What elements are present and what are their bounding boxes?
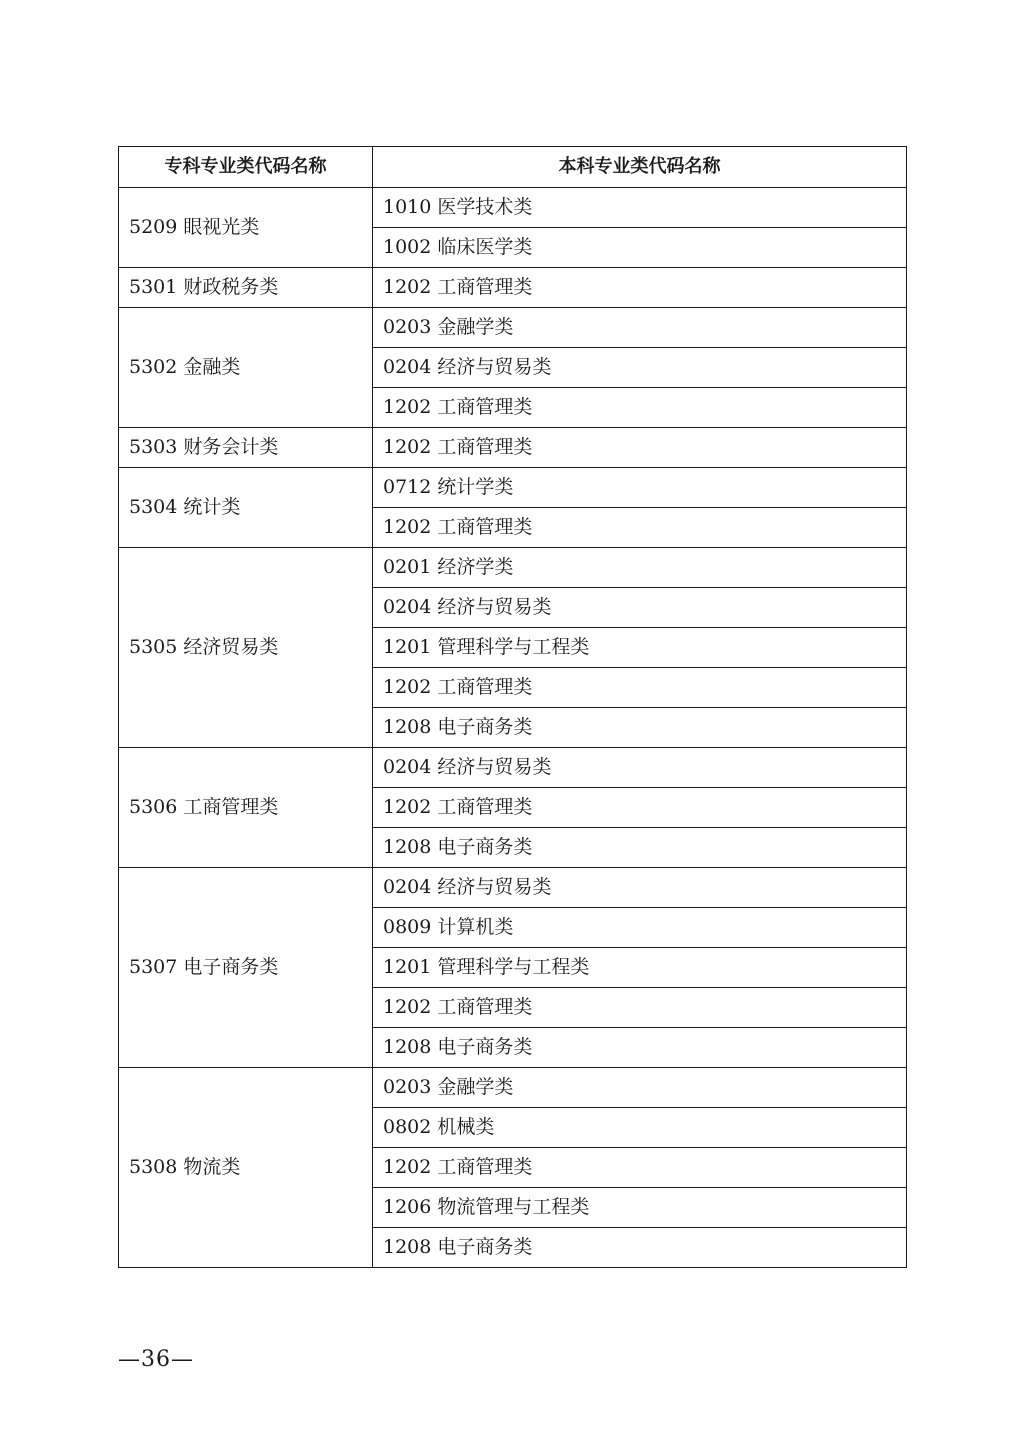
undergraduate-major-cell: 1208 电子商务类 <box>373 708 907 748</box>
undergraduate-major-cell: 0201 经济学类 <box>373 548 907 588</box>
undergraduate-major-cell: 0802 机械类 <box>373 1108 907 1148</box>
undergraduate-major-cell: 1202 工商管理类 <box>373 388 907 428</box>
major-mapping-table <box>118 146 907 1268</box>
undergraduate-major-cell: 1202 工商管理类 <box>373 428 907 468</box>
undergraduate-major-cell: 0203 金融学类 <box>373 308 907 348</box>
vocational-major-cell: 5307 电子商务类 <box>119 868 373 1068</box>
undergraduate-major-cell: 1208 电子商务类 <box>373 1228 907 1268</box>
table-row <box>119 1068 907 1108</box>
undergraduate-major-cell: 0809 计算机类 <box>373 908 907 948</box>
vocational-major-cell: 5209 眼视光类 <box>119 188 373 268</box>
table-header-row <box>119 147 907 188</box>
vocational-major-cell: 5302 金融类 <box>119 308 373 428</box>
vocational-major-cell: 5303 财务会计类 <box>119 428 373 468</box>
table-row <box>119 308 907 348</box>
vocational-major-cell: 5305 经济贸易类 <box>119 548 373 748</box>
vocational-major-cell: 5306 工商管理类 <box>119 748 373 868</box>
table-row <box>119 548 907 588</box>
undergraduate-major-cell: 0204 经济与贸易类 <box>373 748 907 788</box>
undergraduate-major-cell: 1202 工商管理类 <box>373 1148 907 1188</box>
table-row <box>119 868 907 908</box>
vocational-major-cell: 5308 物流类 <box>119 1068 373 1268</box>
undergraduate-major-cell: 0204 经济与贸易类 <box>373 868 907 908</box>
undergraduate-major-cell: 0203 金融学类 <box>373 1068 907 1108</box>
undergraduate-major-cell: 1202 工商管理类 <box>373 788 907 828</box>
table-row <box>119 428 907 468</box>
undergraduate-major-cell: 1202 工商管理类 <box>373 668 907 708</box>
undergraduate-major-cell: 0204 经济与贸易类 <box>373 588 907 628</box>
undergraduate-major-cell: 0204 经济与贸易类 <box>373 348 907 388</box>
undergraduate-major-cell: 1208 电子商务类 <box>373 1028 907 1068</box>
vocational-major-cell: 5304 统计类 <box>119 468 373 548</box>
table-row <box>119 268 907 308</box>
undergraduate-major-cell: 1202 工商管理类 <box>373 508 907 548</box>
table-row <box>119 188 907 228</box>
undergraduate-major-cell: 1202 工商管理类 <box>373 268 907 308</box>
header-undergraduate-major: 本科专业类代码名称 <box>373 147 907 188</box>
undergraduate-major-cell: 1201 管理科学与工程类 <box>373 628 907 668</box>
vocational-major-cell: 5301 财政税务类 <box>119 268 373 308</box>
table-body <box>119 188 907 1268</box>
undergraduate-major-cell: 0712 统计学类 <box>373 468 907 508</box>
table-row <box>119 748 907 788</box>
undergraduate-major-cell: 1010 医学技术类 <box>373 188 907 228</box>
page-number: —36— <box>118 1347 194 1372</box>
undergraduate-major-cell: 1208 电子商务类 <box>373 828 907 868</box>
undergraduate-major-cell: 1201 管理科学与工程类 <box>373 948 907 988</box>
header-vocational-major: 专科专业类代码名称 <box>119 147 373 188</box>
undergraduate-major-cell: 1202 工商管理类 <box>373 988 907 1028</box>
undergraduate-major-cell: 1206 物流管理与工程类 <box>373 1188 907 1228</box>
undergraduate-major-cell: 1002 临床医学类 <box>373 228 907 268</box>
table-row <box>119 468 907 508</box>
